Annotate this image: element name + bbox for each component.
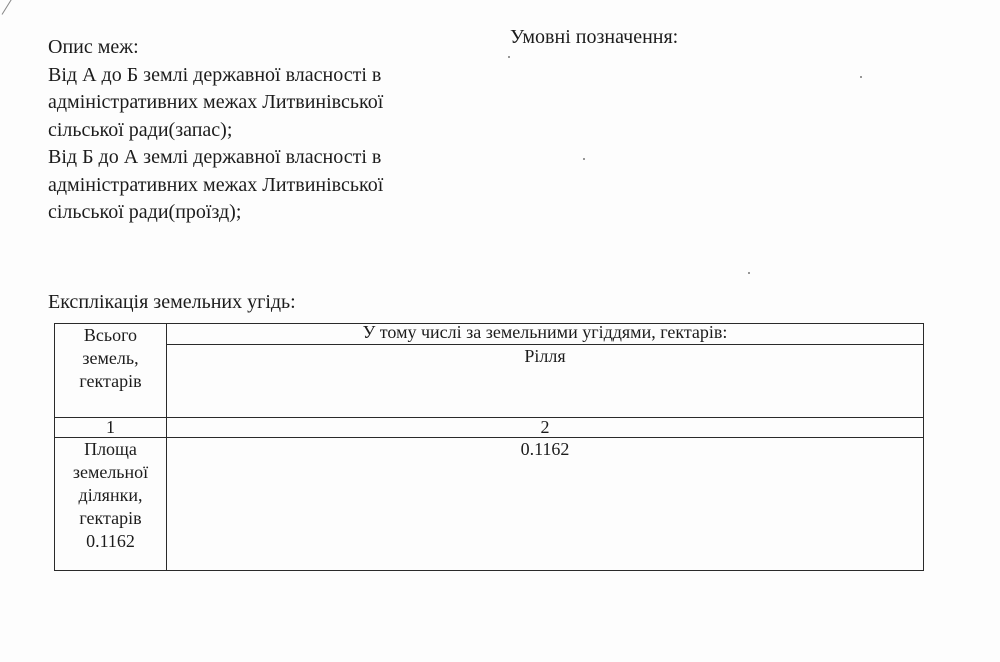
total-land-header-line: гектарів <box>79 371 142 391</box>
borders-line: сільської ради(запас); <box>48 118 233 141</box>
borders-heading: Опис меж: <box>48 36 139 58</box>
table-header-row <box>55 324 924 345</box>
parcel-area-label <box>55 438 167 571</box>
explication-title: Експлікація земельних угідь: <box>48 291 296 313</box>
column-number: 1 <box>55 417 167 437</box>
scan-speck <box>748 272 750 274</box>
borders-line: адміністративних межах Литвинівської <box>48 173 384 196</box>
legend-title: Умовні позначення: <box>510 26 679 48</box>
column-number: 2 <box>167 417 924 437</box>
total-land-header-line: Всього <box>83 325 138 345</box>
scan-artifact-line <box>2 0 15 15</box>
scan-speck <box>860 76 862 78</box>
land-types-group-header: У тому числі за земельними угіддями, гектарів: <box>167 324 924 345</box>
borders-line: Від Б до А землі державної власності в <box>48 146 382 168</box>
parcel-area-label-line: земельної <box>72 462 149 483</box>
borders-line: Від А до Б землі державної власності в <box>48 63 382 86</box>
parcel-area-label-line: Площа <box>84 439 137 460</box>
borders-line: сільської ради(проїзд); <box>48 201 242 223</box>
parcel-area-label-line: 0.1162 <box>86 531 135 552</box>
table-subheader-row <box>55 345 924 417</box>
arable-land-header: Рілля <box>167 345 924 417</box>
table-row <box>55 438 924 571</box>
parcel-area-label-line: ділянки, <box>78 485 143 506</box>
total-land-header-line: земель, <box>82 348 139 368</box>
borders-description <box>48 34 468 227</box>
scan-speck <box>508 56 510 58</box>
land-explication-table <box>54 323 924 571</box>
arable-land-value: 0.1162 <box>167 438 924 571</box>
scan-speck <box>583 158 585 160</box>
column-numbers-row <box>55 417 924 437</box>
borders-line: адміністративних межах Литвинівської <box>48 91 384 113</box>
parcel-area-label-line: гектарів <box>79 508 142 529</box>
total-land-header <box>55 324 167 418</box>
